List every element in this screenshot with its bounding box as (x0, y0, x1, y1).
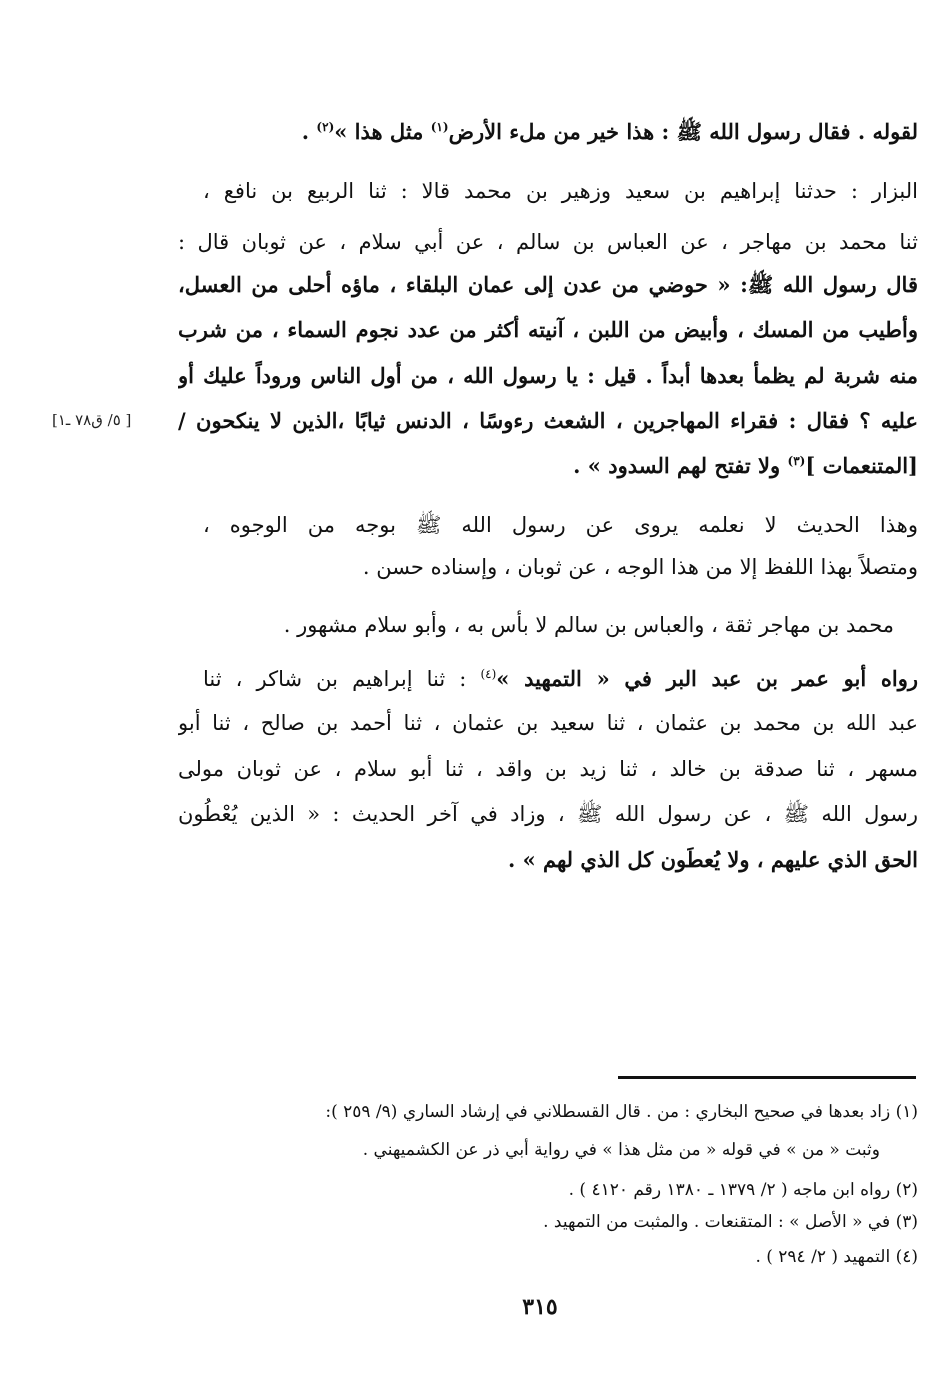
body-line-4: قال رسول الله ﷺ: « حوضي من عدن إلى عمان البلقاء ، ماؤه أحلى من العسل، (178, 272, 918, 297)
body-line-3: ثنا محمد بن مهاجر ، عن العباس بن سالم ، عن أبي سلام ، عن ثوبان قال : (178, 230, 918, 254)
margin-manuscript-ref: [ ٥/ ق٧٨ ـ١] (52, 411, 132, 429)
body-line-1: لقوله . فقال رسول الله ﷺ : هذا خير من ملء الأرض$^{(١)}$ مثل هذا »$^{(٢)}$ . (301, 119, 918, 144)
footnote-separator (618, 1076, 916, 1079)
body-line-2: البزار : حدثنا إبراهيم بن سعيد وزهير بن محمد قالا : ثنا الربيع بن نافع ، (203, 179, 918, 203)
body-line-6: منه شربة لم يظمأ بعدها أبداً . قيل : يا رسول الله ، من أول الناس وروداً عليك أو (178, 363, 918, 388)
footnote-1-continued: وثبت « من » في قوله « من مثل هذا » في رواية أبي ذر عن الكشميهني . (362, 1140, 880, 1160)
body-line-16: الحق الذي عليهم ، ولا يُعطَون كل الذي لهم » . (507, 847, 918, 872)
body-line-9: وهذا الحديث لا نعلمه يروى عن رسول الله ﷺ بوجه من الوجوه ، (203, 513, 918, 537)
footnote-1: (١) زاد بعدها في صحيح البخاري : من . قال القسطلاني في إرشاد الساري (٩/ ٢٥٩ ): (325, 1102, 918, 1122)
body-line-12: رواه أبو عمر بن عبد البر في « التمهيد »$^{(٤)}$ : ثنا إبراهيم بن شاكر ، ثنا (203, 666, 918, 691)
body-line-13: عبد الله بن محمد بن عثمان ، ثنا سعيد بن عثمان ، ثنا أحمد بن صالح ، ثنا أبو (178, 711, 918, 735)
footnote-2: (٢) رواه ابن ماجه ( ٢/ ١٣٧٩ ـ ١٣٨٠ رقم ٤١٢٠ ) . (568, 1180, 918, 1200)
body-line-7: عليه ؟ فقال : فقراء المهاجرين ، الشعث رءوسًا ، الدنس ثيابًا ،الذين لا ينكحون / (178, 408, 918, 433)
body-line-14: مسهر ، ثنا صدقة بن خالد ، ثنا زيد بن واقد ، ثنا أبو سلام ، عن ثوبان مولى (178, 757, 918, 781)
body-line-11: محمد بن مهاجر ثقة ، والعباس بن سالم لا بأس به ، وأبو سلام مشهور . (283, 613, 894, 637)
body-line-15: رسول الله ﷺ ، عن رسول الله ﷺ ، وزاد في آخر الحديث : « الذين يُعْطُون (178, 802, 918, 826)
body-line-8: [المتنعمات ]$^{(٣)}$ ولا تفتح لهم السدود » . (573, 453, 918, 478)
footnote-4: (٤) التمهيد ( ٢/ ٢٩٤ ) . (755, 1247, 918, 1267)
page-number: ٣١٥ (522, 1294, 558, 1320)
body-line-5: وأطيب من المسك ، وأبيض من اللبن ، آنيته أكثر من عدد نجوم السماء ، من شرب (178, 317, 918, 342)
body-line-10: ومتصلاً بهذا اللفظ إلا من هذا الوجه ، عن ثوبان ، وإسناده حسن . (362, 555, 918, 579)
footnote-3: (٣) في « الأصل » : المتقنعات . والمثبت من التمهيد . (543, 1212, 918, 1232)
